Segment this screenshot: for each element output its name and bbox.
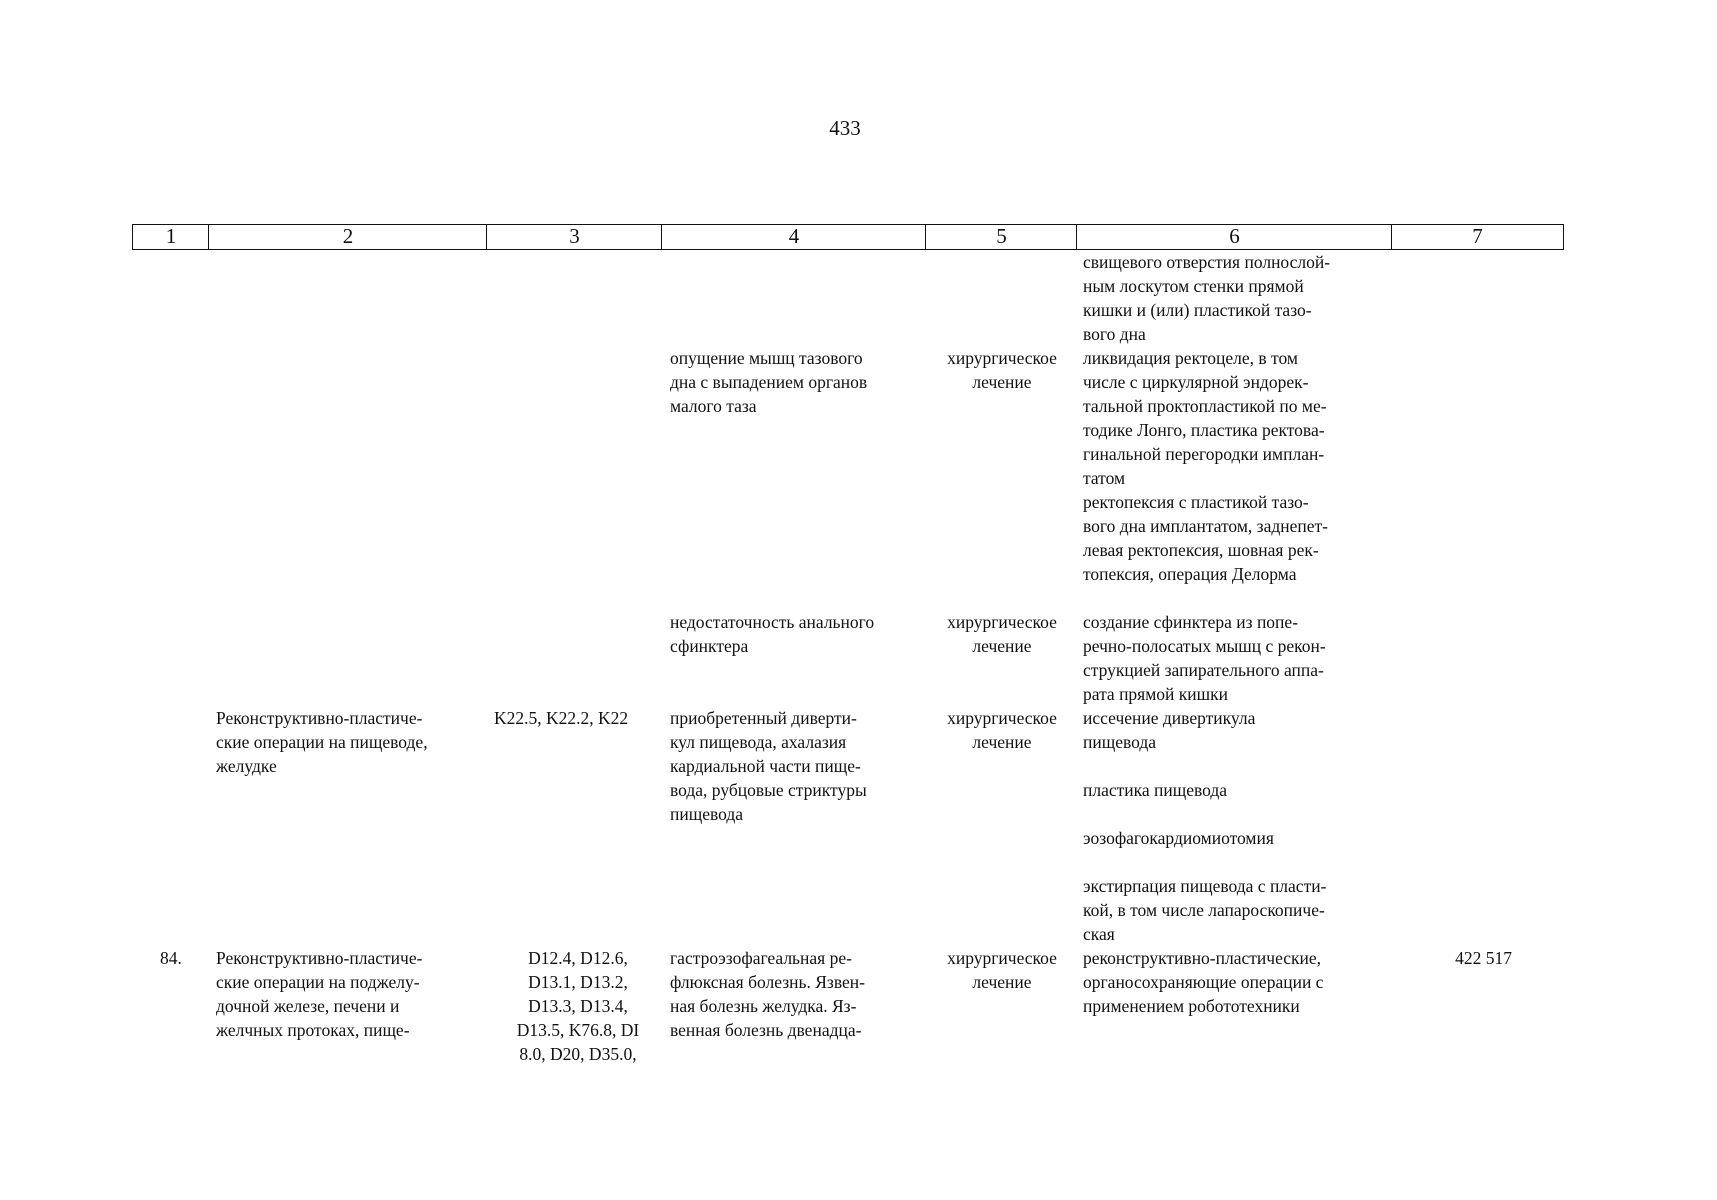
method-text: экстирпация пищевода с пласти- кой, в том числе лапароскопиче- ская (1083, 876, 1327, 944)
table-header-col-2: 2 (208, 224, 488, 250)
method-text: создание сфинктера из попе- речно-полосатых мышц с рекон- струкцией запирательного аппа- рата прямой кишки (1083, 612, 1326, 704)
method-text: реконструктивно-пластические, органосохраняющие операции с применением робототехники (1083, 948, 1324, 1016)
table-header-col-5: 5 (925, 224, 1078, 250)
icd-codes: D12.4, D12.6, D13.1, D13.2, D13.3, D13.4, D13.5, K76.8, DI 8.0, D20, D35.0, (516, 948, 640, 1064)
treatment-type: хирургическое лечение (947, 348, 1057, 392)
method-text: ректопексия с пластикой тазо- вого дна имплантатом, заднепет- левая ректопексия, шовная рек- топексия, операция Делорма (1083, 492, 1328, 584)
table-header-col-3: 3 (486, 224, 663, 250)
diagnosis-text: приобретенный диверти- кул пищевода, ахалазия кардиальной части пище- вода, рубцовые стриктуры пищевода (670, 708, 867, 824)
method-text: эозофагокардиомиотомия (1083, 828, 1274, 848)
row-number: 84. (160, 948, 182, 968)
method-text: иссечение дивертикула пищевода (1083, 708, 1256, 752)
diagnosis-text: недостаточность анального сфинктера (670, 612, 875, 656)
treatment-type: хирургическое лечение (947, 708, 1057, 752)
treatment-type: хирургическое лечение (947, 948, 1057, 992)
table-header-col-7: 7 (1391, 224, 1564, 250)
operation-group: Реконструктивно-пластиче- ские операции на пищеводе, желудке (216, 708, 428, 776)
method-text: свищевого отверстия полнослой- ным лоскутом стенки прямой кишки и (или) пластикой тазо- вого дна (1083, 252, 1331, 344)
table-header-col-6: 6 (1076, 224, 1393, 250)
operation-group: Реконструктивно-пластиче- ские операции на поджелу- дочной железе, печени и желчных протоках, пище- (216, 948, 423, 1040)
icd-codes: K22.5, K22.2, K22 (494, 708, 629, 728)
treatment-type: хирургическое лечение (947, 612, 1057, 656)
method-text: пластика пищевода (1083, 780, 1228, 800)
method-text: ликвидация ректоцеле, в том числе с циркулярной эндорек- тальной проктопластикой по ме- тодике Лонго, пластика ректова- гинальной перегородки имплан- татом (1083, 348, 1327, 488)
diagnosis-text: опущение мышц тазового дна с выпадением органов малого таза (670, 348, 868, 416)
cost-value: 422 517 (1455, 948, 1512, 968)
page-number: 433 (829, 116, 861, 140)
table-header-col-4: 4 (661, 224, 927, 250)
table-header-col-1: 1 (132, 224, 210, 250)
diagnosis-text: гастроэзофагеальная ре- флюксная болезнь. Язвен- ная болезнь желудка. Яз- венная болезнь двенадца- (670, 948, 865, 1040)
